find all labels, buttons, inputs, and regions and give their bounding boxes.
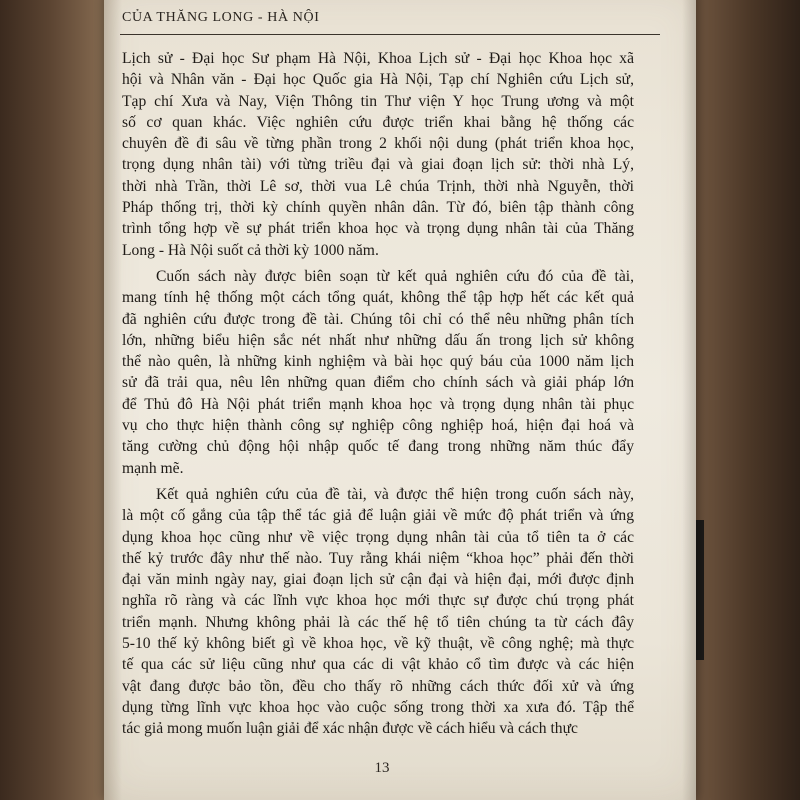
text-line: trọng dụng nhân tài) với từng triều đại và giai đoạn lịch sử: thời nhà Lý, [122, 156, 634, 174]
text-line: Kết quả nghiên cứu của đề tài, và được thể hiện trong cuốn sách này, [156, 485, 634, 503]
paragraph [122, 484, 634, 740]
text-line: Cuốn sách này được biên soạn từ kết quả nghiên cứu đó của đề tài, [156, 267, 634, 285]
text-line: là một cố gắng của tập thể tác giả để luận giải về mức độ phát triển và ứng [122, 507, 634, 525]
text-line: Pháp thống trị, thời kỳ chính quyền nhân dân. Từ đó, biên tập thành công [122, 199, 634, 217]
text-line: tế qua các sử liệu cũng như qua các di vật khảo cổ tìm được và các hiện [122, 656, 634, 674]
text-line: lớn, những biểu hiện sắc nét nhất như những dấu ấn trong lịch sử không [122, 331, 634, 349]
body-text [122, 48, 634, 740]
page-number-container [104, 760, 696, 777]
text-line: thời nhà Trần, thời Lê sơ, thời vua Lê chúa Trịnh, thời nhà Nguyễn, thời [122, 177, 634, 195]
text-line: chuyên đề đi sâu về từng phần trong 2 khối nội dung (phát triển khoa học, [122, 135, 634, 153]
book-page [104, 0, 696, 800]
text-line: sử đã trải qua, nêu lên những quan điểm cho chính sách và giải pháp lớn [122, 374, 634, 392]
text-line: nghĩa rõ ràng và các lĩnh vực khoa học mới thực sự được chú trọng phát [122, 592, 634, 610]
header-rule [120, 34, 660, 35]
text-line: 5-10 thế kỷ không biết gì về khoa học, về kỹ thuật, về công nghệ; mà thực [122, 635, 634, 653]
running-head: CỦA THĂNG LONG - HÀ NỘI [122, 10, 320, 25]
text-line: vật đang được bảo tồn, đều cho thấy rõ những cách thức đối xử và ứng [122, 677, 634, 695]
text-line: đại văn minh ngày nay, giai đoạn lịch sử cận đại và hiện đại, mới được định [122, 571, 634, 589]
text-line: Long - Hà Nội suốt cả thời kỳ 1000 năm. [122, 241, 379, 259]
text-line: đã nghiên cứu được trong đề tài. Chúng tôi chỉ có thể nêu những phân tích [122, 310, 634, 328]
text-line: triển mạnh. Nhưng không phải là các thế hệ tổ tiên chúng ta từ cách đây [122, 613, 634, 631]
text-line: tăng cường chủ động hội nhập quốc tế đang trong những năm thúc đẩy [122, 438, 634, 456]
text-line: tác giả mong muốn luận giải để xác nhận được về cách hiểu và cách thực [122, 720, 578, 738]
text-line: thể nào quên, là những kinh nghiệm và bài học quý báu của 1000 năm lịch [122, 353, 634, 371]
text-line: để Thủ đô Hà Nội phát triển mạnh khoa học và trọng dụng nhân tài phục [122, 395, 634, 413]
text-line: số cơ quan khác. Việc nghiên cứu được triển khai bằng hệ thống các [122, 113, 634, 131]
paragraph [122, 48, 634, 261]
text-line: trình tổng hợp về sự phát triển khoa học và trọng dụng nhân tài của Thăng [122, 220, 634, 238]
text-line: thế kỷ trước đây như thế nào. Tuy rằng khái niệm “khoa học” phải đến thời [122, 549, 634, 567]
paragraph [122, 266, 634, 479]
text-line: dụng khoa học cũng như về việc trọng dụng nhân tài của tổ tiên ta ở các [122, 528, 634, 546]
text-line: mang tính hệ thống một cách tổng quát, không thể tập hợp hết các kết quả [122, 289, 634, 307]
text-line: mạnh mẽ. [122, 459, 184, 477]
text-line: Tạp chí Xưa và Nay, Viện Thông tin Thư viện Y học Trung ương và một [122, 92, 634, 110]
text-line: dụng từng lĩnh vực khoa học vào cuộc sống trong thời xa xưa đó. Tập thể [122, 698, 634, 716]
text-line: hội và Nhân văn - Đại học Quốc gia Hà Nội, Tạp chí Nghiên cứu Lịch sử, [122, 71, 634, 89]
text-line: Lịch sử - Đại học Sư phạm Hà Nội, Khoa Lịch sử - Đại học Khoa học xã [122, 50, 634, 67]
page-edge-shadow [682, 0, 696, 800]
page-number: 13 [374, 760, 390, 776]
text-line: vụ cho thực hiện thành công sự nghiệp công nghiệp hoá, hiện đại hoá và [122, 417, 634, 435]
